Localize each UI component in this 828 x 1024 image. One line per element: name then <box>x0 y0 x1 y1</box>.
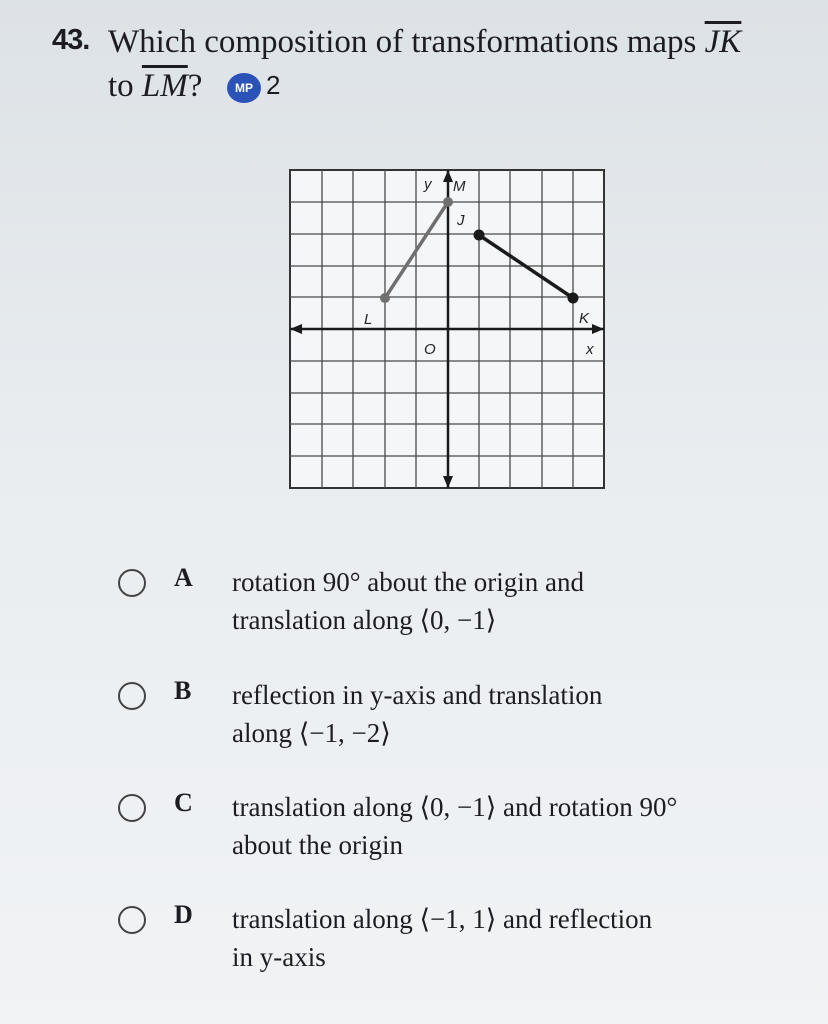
choice-d-line1: translation along ⟨−1, 1⟩ and reflection <box>232 904 653 934</box>
origin-label: O <box>424 341 436 358</box>
choice-text-d <box>232 900 652 976</box>
question-text-line2 <box>108 68 202 105</box>
point-l <box>380 293 390 303</box>
question-number: 43. <box>52 24 90 56</box>
segment-jk: $\overline{JK}$ <box>704 24 742 60</box>
point-j-label: J <box>457 212 465 229</box>
mp-number: 2 <box>266 70 281 100</box>
choice-text-b <box>232 676 602 752</box>
choice-letter-d: D <box>174 900 193 929</box>
y-axis-label: y <box>424 176 432 193</box>
question-text-prefix: to <box>108 68 142 104</box>
segment-lm: $\overline{LM}$ <box>141 68 188 104</box>
mp-badge-icon: MP <box>227 73 261 103</box>
choice-d-line2: in y-axis <box>232 942 326 972</box>
choice-text-a <box>232 563 584 639</box>
radio-button-a[interactable] <box>118 569 146 597</box>
coordinate-graph <box>288 168 606 490</box>
choice-letter-b: B <box>174 676 192 705</box>
question-text-suffix: ? <box>187 68 203 104</box>
question-text: Which composition of transformations maps <box>108 24 705 60</box>
choice-c-line2: about the origin <box>232 830 403 860</box>
point-k-label: K <box>579 310 590 327</box>
x-axis-label: x <box>586 341 594 358</box>
choice-letter-c: C <box>174 788 193 817</box>
question-text-line1 <box>108 24 741 61</box>
radio-button-b[interactable] <box>118 682 146 710</box>
point-j <box>474 230 485 241</box>
radio-button-c[interactable] <box>118 794 146 822</box>
choice-b-line2: along ⟨−1, −2⟩ <box>232 718 391 748</box>
point-l-label: L <box>364 311 373 328</box>
choice-text-c <box>232 788 677 864</box>
point-k <box>568 293 579 304</box>
choice-letter-a: A <box>174 563 193 592</box>
point-m <box>443 197 453 207</box>
choice-a-line2: translation along ⟨0, −1⟩ <box>232 605 497 635</box>
choice-a-line1: rotation 90° about the origin and <box>232 567 584 597</box>
point-m-label: M <box>453 178 466 195</box>
choice-c-line1: translation along ⟨0, −1⟩ and rotation 90° <box>232 792 678 822</box>
radio-button-d[interactable] <box>118 906 146 934</box>
choice-b-line1: reflection in y-axis and translation <box>232 680 603 710</box>
